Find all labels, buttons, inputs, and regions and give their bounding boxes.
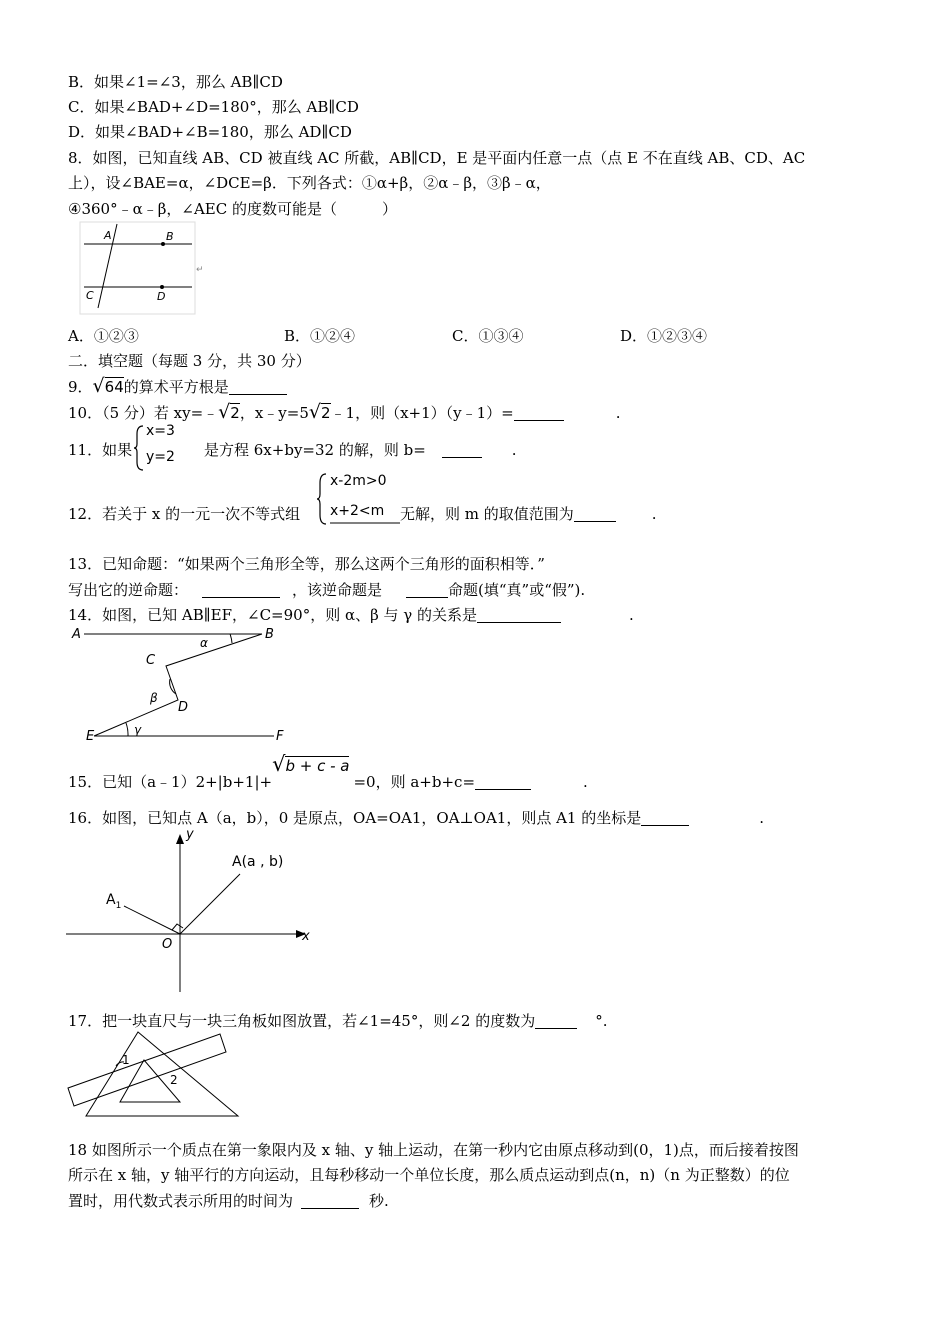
fig14-label-beta: β [150, 691, 158, 705]
q10-text-a: 10．（5 分）若 xy=﹣ [68, 404, 219, 422]
question-13-line2 [68, 580, 585, 600]
q12-brace [316, 472, 328, 526]
q11-answer-blank[interactable] [442, 443, 482, 458]
figure-14-zigzag [72, 624, 292, 748]
q17-unit: °. [595, 1012, 608, 1030]
q13-blank-converse[interactable] [202, 583, 280, 598]
option-8b: B．①②④ [284, 327, 356, 345]
figure-8-parallel-lines [80, 222, 205, 317]
question-14: 14．如图，已知 AB∥EF，∠C=90°，则 α、β 与 γ 的关系是 . [68, 606, 634, 624]
fig16-label-a1 [106, 892, 121, 911]
fig14-label-gamma: γ [134, 723, 142, 737]
q10-answer-blank[interactable] [514, 406, 564, 421]
q13-text-b: ，该逆命题是 [292, 581, 383, 599]
fig16-label-x: x [302, 929, 310, 944]
q17-text: 17．把一块直尺与一块三角板如图放置，若∠1=45°，则∠2 的度数为 [68, 1012, 536, 1030]
q12-eq1: x-2m>0 [330, 473, 387, 489]
figure-17-ruler-triangle [66, 1030, 244, 1122]
question-16: 16．如图，已知点 A（a，b），0 是原点，OA=OA1，OA⊥OA1，则点 A1 的坐标是 . [68, 809, 765, 827]
question-17 [68, 1011, 608, 1031]
fig16-label-a1-sub: 1 [115, 901, 122, 911]
q18-text-a: 置时，用代数式表示所用的时间为 [68, 1192, 294, 1210]
question-18-line2: 所示在 x 轴，y 轴平行的方向运动，且每秒移动一个单位长度，那么质点运动到点(n，n)（n 为正整数）的位 [68, 1166, 790, 1184]
q15-answer-blank[interactable] [475, 775, 531, 790]
q12-underline [330, 522, 400, 526]
question-8-line1: 8．如图，已知直线 AB、CD 被直线 AC 所截，AB∥CD，E 是平面内任意一点（点 E 不在直线 AB、CD、AC [68, 149, 806, 167]
fig17-label-1: 1 [122, 1053, 130, 1067]
question-11 [68, 440, 132, 460]
q16-text: 16．如图，已知点 A（a，b），0 是原点，OA=OA1，OA⊥OA1，则点 A1 的坐标是 [68, 809, 642, 827]
fig17-label-2: 2 [170, 1073, 178, 1087]
sqrt-2-b: √2 [308, 401, 331, 423]
fig16-label-a1-letter: A [106, 892, 116, 908]
fig14-label-f: F [276, 729, 284, 744]
q9-text: 的算术平方根是 [123, 378, 229, 396]
option-7d: D．如果∠BAD+∠B=180，那么 AD∥CD [68, 123, 352, 141]
q18-answer-blank[interactable] [301, 1194, 359, 1209]
q11-eq1: x=3 [146, 423, 175, 439]
option-8d: D．①②③④ [620, 327, 708, 345]
q12-text-a: 12．若关于 x 的一元一次不等式组 [68, 505, 301, 523]
q15-radicand: b + c - a [285, 757, 350, 775]
q11-eq2: y=2 [146, 449, 175, 465]
option-7b: B．如果∠1=∠3，那么 AB∥CD [68, 73, 283, 91]
sqrt-64: √64 [92, 375, 124, 397]
q13-text-a: 写出它的逆命题： [68, 581, 189, 599]
question-10: 10．（5 分）若 xy=﹣√2，x﹣y=5√2﹣1，则（x+1）（y﹣1）= . [68, 401, 621, 423]
fig14-label-alpha: α [200, 636, 208, 650]
q11-text-a: 11．如果 [68, 441, 133, 459]
option-8c: C．①③④ [452, 327, 524, 345]
fig14-label-b: B [265, 627, 274, 642]
question-11-tail: 是方程 6x+by=32 的解，则 b= . [204, 441, 517, 459]
fig16-label-a: A(a , b) [232, 854, 284, 870]
question-12 [68, 504, 300, 524]
fig8-label-a: A [104, 229, 112, 242]
fig16-label-o: O [162, 937, 173, 952]
q9-radicand: 64 [104, 378, 124, 396]
question-15: 15．已知（a﹣1）2+|b+1|+√b + c - a=0，则 a+b+c= . [68, 752, 588, 791]
q14-text: 14．如图，已知 AB∥EF，∠C=90°，则 α、β 与 γ 的关系是 [68, 606, 478, 624]
sqrt-2-a: √2 [218, 401, 240, 423]
q15-text-a: 15．已知（a﹣1）2+|b+1|+ [68, 773, 273, 791]
figure-16-axes [66, 826, 316, 994]
q12-answer-blank[interactable] [574, 507, 616, 522]
option-7c: C．如果∠BAD+∠D=180°，那么 AB∥CD [68, 98, 359, 116]
q9-answer-blank[interactable] [229, 380, 287, 395]
question-18-line1: 18 如图所示一个质点在第一象限内及 x 轴、y 轴上运动，在第一秒内它由原点移动到(0，1)点，而后接着按图 [68, 1141, 799, 1159]
q10-text-c: ﹣1，则（x+1）（y﹣1）= [330, 404, 514, 422]
svg-text:↵: ↵ [196, 265, 204, 275]
option-8a: A．①②③ [68, 327, 139, 345]
fig8-label-b: B [166, 230, 174, 243]
q9-number: 9． [68, 378, 93, 396]
q18-text-b: 秒. [369, 1192, 389, 1210]
q17-answer-blank[interactable] [535, 1014, 577, 1029]
question-9 [68, 376, 287, 397]
q14-answer-blank[interactable] [477, 608, 561, 623]
fig8-label-c: C [86, 289, 94, 302]
section-2-title: 二．填空题（每题 3 分，共 30 分） [68, 352, 311, 370]
q11-brace [133, 424, 145, 472]
fig16-label-y: y [186, 827, 194, 842]
question-12-tail: 无解，则 m 的取值范围为 . [400, 505, 657, 523]
q10-text-b: ，x﹣y=5 [239, 404, 309, 422]
q12-eq2: x+2<m [330, 503, 385, 519]
question-8-line2: 上），设∠BAE=α，∠DCE=β．下列各式：①α+β，②α﹣β，③β﹣α， [68, 174, 551, 192]
q10-radicand-1: 2 [230, 404, 240, 422]
fig14-label-e: E [86, 729, 95, 744]
q13-blank-truth[interactable] [406, 583, 448, 598]
fig8-label-d: D [157, 290, 166, 303]
q15-text-b: =0，则 a+b+c= [353, 773, 476, 791]
question-13-line1: 13．已知命题：“如果两个三角形全等，那么这两个三角形的面积相等．” [68, 555, 545, 573]
fig14-label-c: C [146, 653, 156, 668]
fig14-label-d: D [178, 700, 189, 715]
q13-text-c: 命题(填“真”或“假”). [448, 581, 586, 599]
sqrt-bca: √b + c - a [272, 752, 350, 776]
q16-answer-blank[interactable] [641, 811, 689, 826]
q10-radicand-2: 2 [320, 404, 331, 422]
question-18-line3 [68, 1191, 389, 1211]
q11-text-b: 是方程 6x+by=32 的解，则 b= [204, 441, 426, 459]
question-8-line3: ④360°﹣α﹣β，∠AEC 的度数可能是（ ） [68, 200, 397, 218]
fig14-label-a: A [72, 627, 81, 642]
q12-text-b: 无解，则 m 的取值范围为 [400, 505, 574, 523]
